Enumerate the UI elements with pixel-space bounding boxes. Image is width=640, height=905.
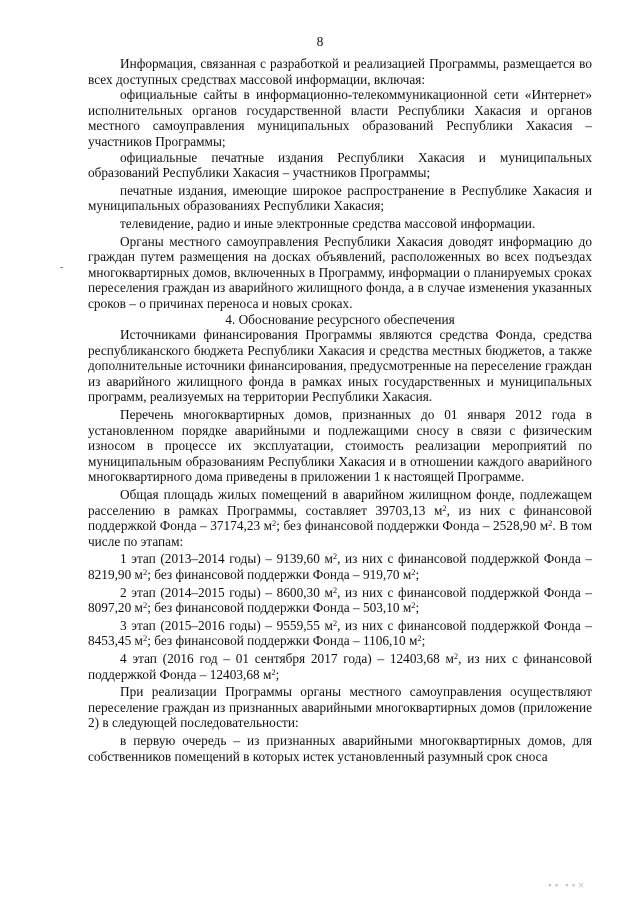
paragraph: Информация, связанная с разработкой и реализацией Программы, размещается во всех доступных средствах массовой информации, включая: bbox=[88, 56, 592, 87]
page-number: 8 bbox=[316, 34, 324, 49]
paragraph: При реализации Программы органы местного самоуправления осуществляют переселение граждан из признанных аварийными многоквартирных домов (приложение 2) в следующей последовательности: bbox=[88, 684, 592, 731]
paragraph: Органы местного самоуправления Республики Хакасия доводят информацию до граждан путем размещения на досках объявлений, расположенных во всех подъездах многоквартирных домов, включенных в Программу, информации о планируемых сроках переселения граждан из аварийного жилищного фонда, а в случае изменения указанных сроков – о причинах переноса и новых сроках. bbox=[88, 233, 592, 311]
paragraph: официальные печатные издания Республики Хакасия и муниципальных образований Республики Хакасия – участников Программы; bbox=[88, 149, 592, 181]
stage-4: 4 этап (2016 год – 01 сентября 2017 года) – 12403,68 $м^2$, из них с финансовой поддержкой Фонда – 12403,68 $м^2$; bbox=[88, 650, 592, 682]
margin-mark: - bbox=[60, 262, 64, 273]
scan-stamp: ∙∙ ∙∙× bbox=[547, 881, 586, 891]
paragraph: Источниками финансирования Программы являются средства Фонда, средства республиканского бюджета Республики Хакасия и средства местных бюджетов, а также дополнительные источники финансирования, предусмотренные на переселение граждан из аварийного жилищного фонда в рамках иных государственных и муниципальных программ, реализуемых на территории Республики Хакасия. bbox=[88, 327, 592, 405]
stage-3: 3 этап (2015–2016 годы) – 9559,55 $м^2$, из них с финансовой поддержкой Фонда – 8453,45 $м^2$; без финансовой поддержки Фонда – 1106,10 $м^2$; bbox=[88, 617, 592, 649]
stage-1: 1 этап (2013–2014 годы) – 9139,60 $м^2$, из них с финансовой поддержкой Фонда – 8219,90 $м^2$; без финансовой поддержки Фонда – 919,70 $м^2$; bbox=[88, 551, 592, 582]
stage-2: 2 этап (2014–2015 годы) – 8600,30 $м^2$, из них с финансовой поддержкой Фонда – 8097,20 $м^2$; без финансовой поддержки Фонда – 503,10 $м^2$; bbox=[88, 584, 592, 616]
paragraph: телевидение, радио и иные электронные средства массовой информации. bbox=[120, 215, 536, 231]
paragraph: Перечень многоквартирных домов, признанных до 01 января 2012 года в установленном порядке аварийными и подлежащими сносу в связи с физическим износом в процессе их эксплуатации, стоимость реализации мероприятий по муниципальным образованиям Республики Хакасия и в отношении каждого аварийного многоквартирного дома приведены в приложении 1 к настоящей Программе. bbox=[88, 407, 592, 485]
paragraph: в первую очередь – из признанных аварийными многоквартирных домов, для собственников помещений в которых истек установленный разумный срок сноса bbox=[88, 732, 592, 764]
section-heading: 4. Обоснование ресурсного обеспечения bbox=[225, 311, 455, 327]
paragraph-total-area: Общая площадь жилых помещений в аварийном жилищном фонде, подлежащем расселению в рамках Программы, составляет 39703,13 $м^2$, из них с финансовой поддержкой Фонда – 37174,23 $м^2$; без финансовой поддержки Фонда – 2528,90 $м^2$. В том числе по этапам: bbox=[88, 487, 592, 549]
document-body bbox=[88, 56, 592, 764]
paragraph: печатные издания, имеющие широкое распространение в Республике Хакасия и муниципальных образованиях Республики Хакасия; bbox=[88, 182, 592, 214]
paragraph: официальные сайты в информационно-телекоммуникационной сети «Интернет» исполнительных органов государственной власти Республики Хакасия и органов местного самоуправления муниципальных образований Республики Хакасия – участников Программы; bbox=[88, 87, 592, 149]
